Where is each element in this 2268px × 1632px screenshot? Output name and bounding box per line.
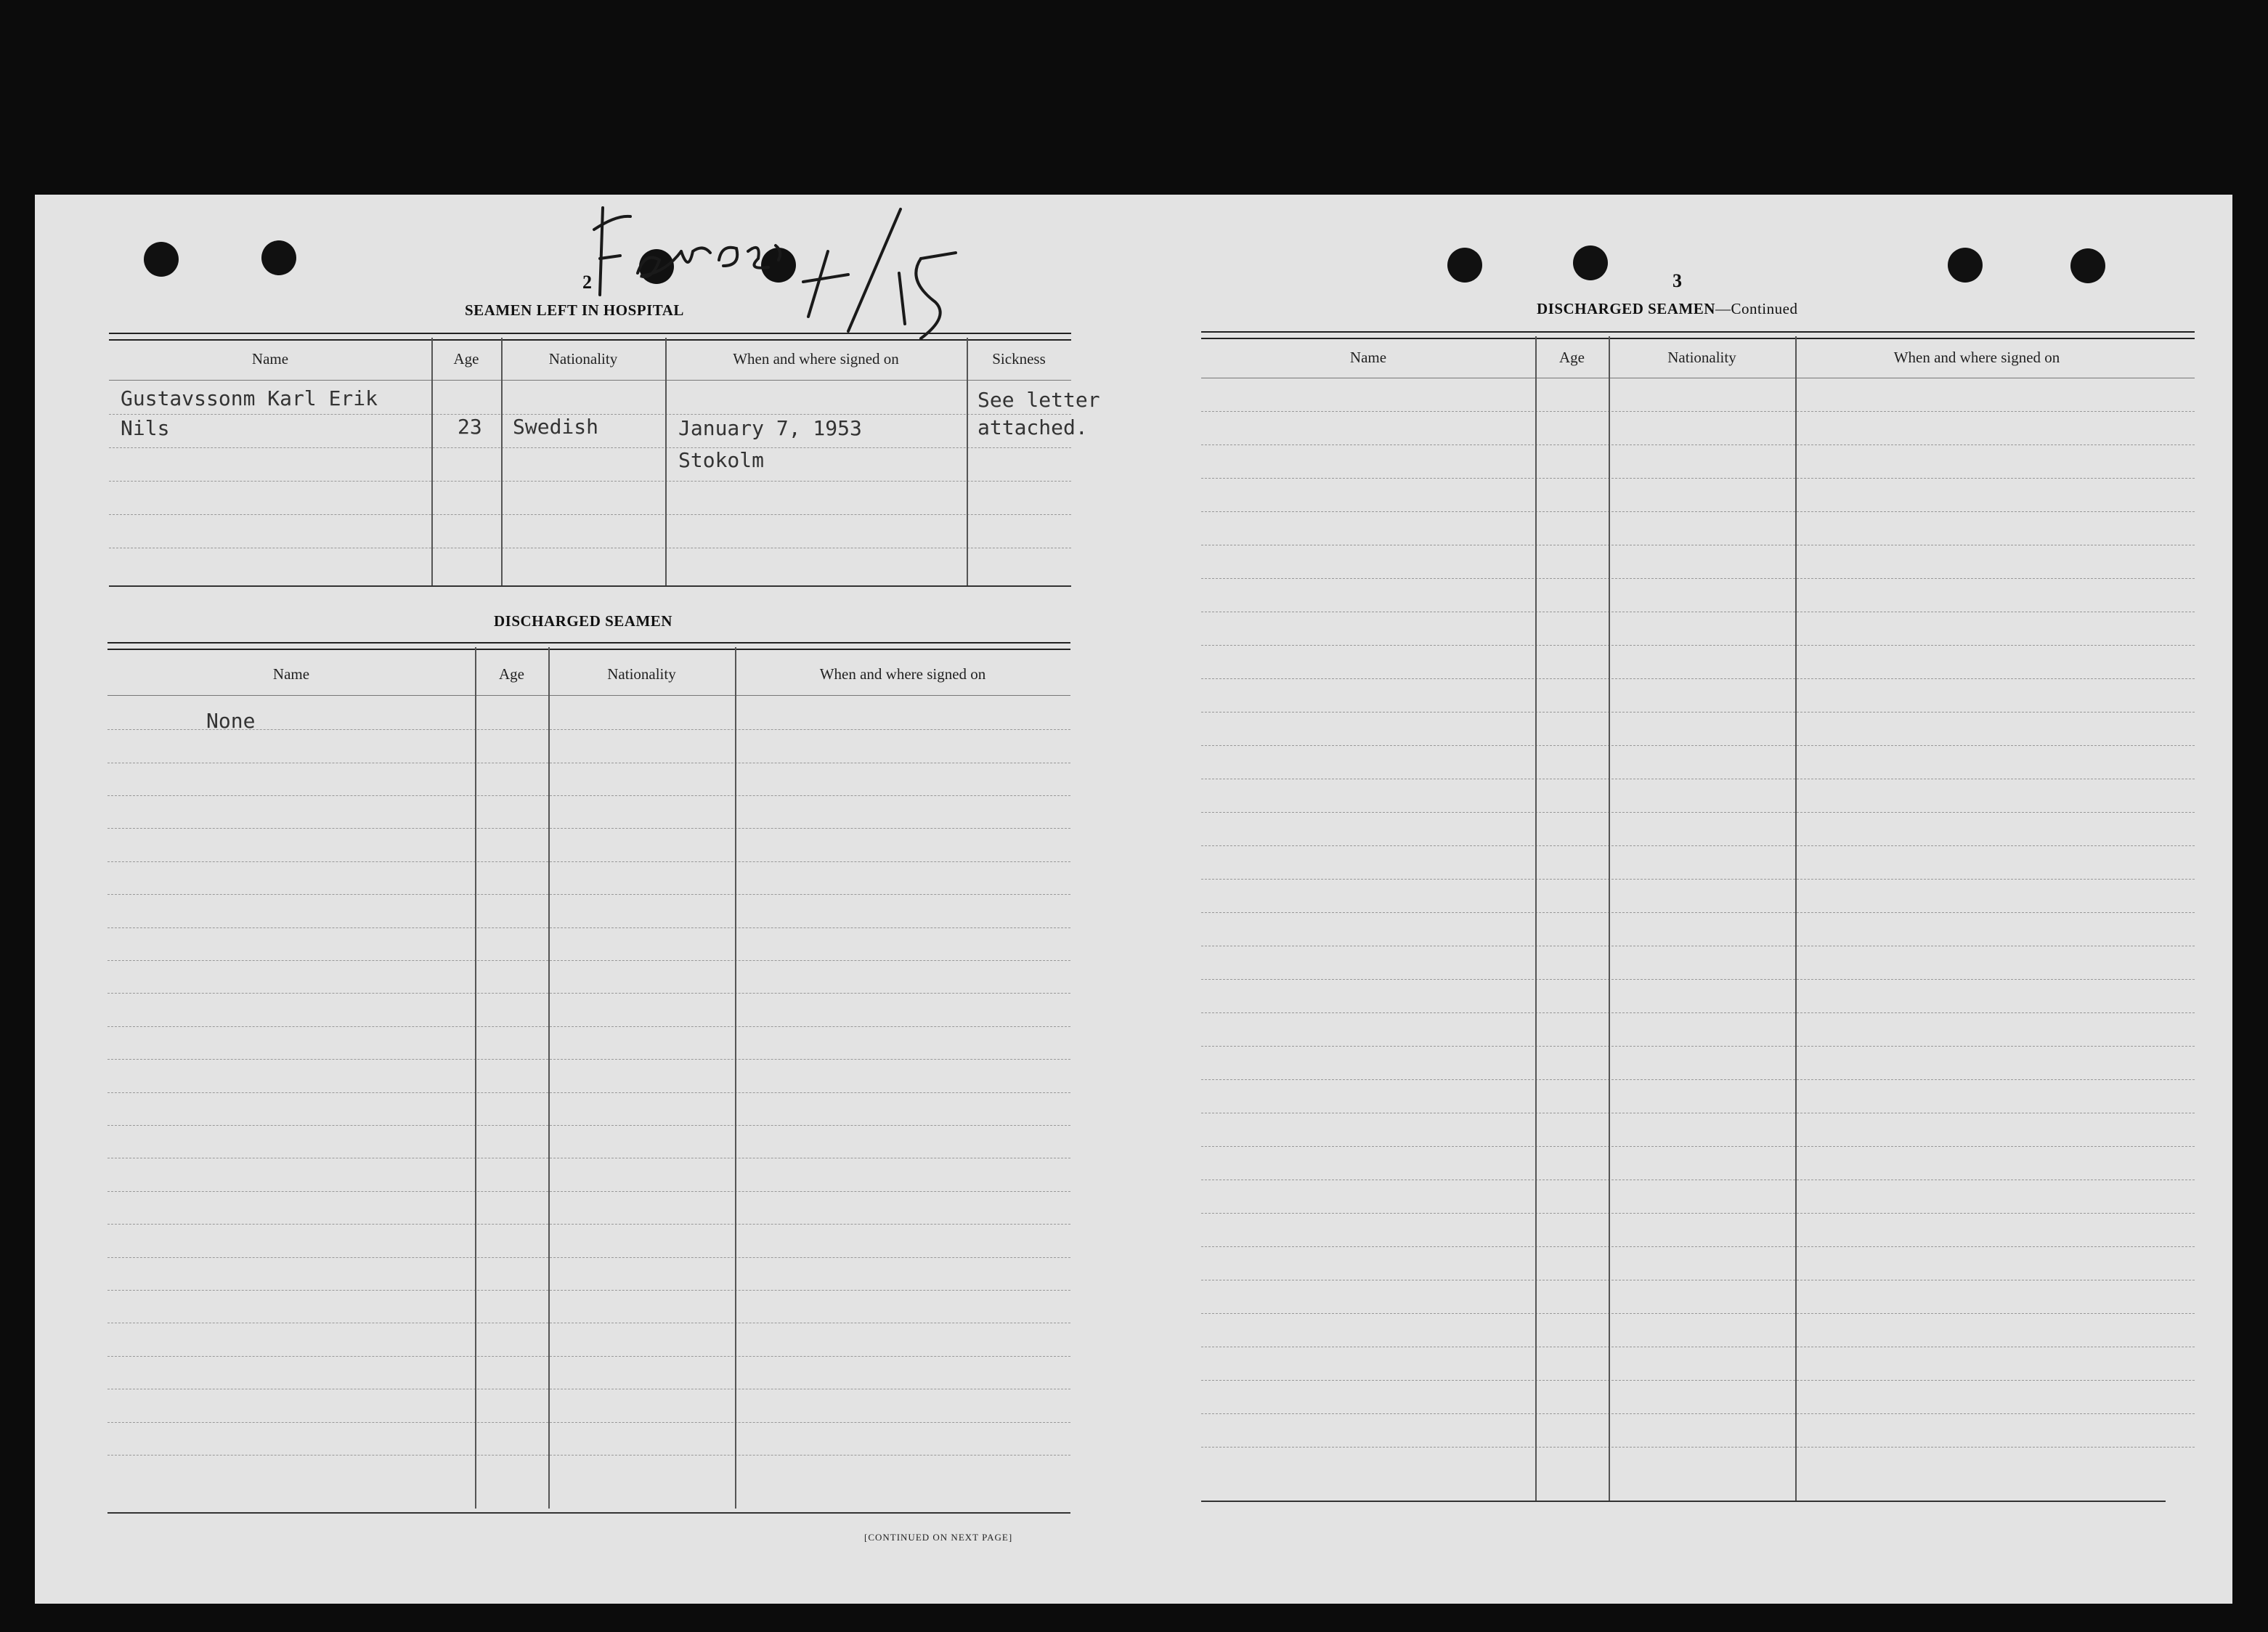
signed-on-place: Stokolm: [678, 448, 765, 472]
discharged-continued-suffix: —Continued: [1715, 300, 1798, 317]
discharged-continued-main: DISCHARGED SEAMEN: [1537, 300, 1715, 317]
column-header-nationality: Nationality: [607, 665, 676, 683]
punch-hole: [1573, 245, 1608, 280]
discharged-entry-name: None: [206, 709, 256, 733]
punch-hole: [144, 242, 179, 277]
column-header-age: Age: [499, 665, 524, 683]
page-number-right: 3: [1672, 270, 1682, 291]
hospital-table: [109, 333, 1100, 594]
record-sheet: [35, 195, 2232, 1604]
column-header-nationality: Nationality: [1667, 349, 1736, 366]
signed-on-date: January 7, 1953: [678, 416, 862, 440]
discharged-table-left: [107, 642, 1070, 1528]
page-number-left: 2: [582, 272, 592, 293]
punch-hole: [2070, 248, 2105, 283]
column-header-when-where: When and where signed on: [819, 665, 986, 683]
discharged-table-right: [1201, 331, 2195, 1508]
seaman-age: 23: [458, 415, 482, 439]
seaman-nationality: Swedish: [513, 415, 599, 439]
column-header-when-where: When and where signed on: [1893, 349, 2060, 366]
sickness-line1: See letter: [977, 388, 1100, 412]
hospital-section-title: SEAMEN LEFT IN HOSPITAL: [465, 301, 684, 319]
column-header-nationality: Nationality: [548, 350, 618, 368]
punch-hole: [1948, 248, 1983, 283]
column-header-name: Name: [251, 350, 289, 368]
discharged-continued-title: [1537, 300, 1797, 318]
seaman-name-line2: Nils: [121, 416, 170, 440]
discharged-section-title: DISCHARGED SEAMEN: [494, 612, 672, 630]
handwritten-annotation: [558, 200, 964, 346]
punch-hole: [261, 240, 296, 275]
punch-hole: [1447, 248, 1482, 283]
column-header-name: Name: [272, 665, 310, 683]
column-header-age: Age: [1559, 349, 1585, 366]
seaman-name-line1: Gustavssonm Karl Erik: [121, 386, 378, 410]
sickness-line2: attached.: [977, 415, 1088, 439]
column-header-when-where: When and where signed on: [733, 350, 899, 368]
continued-footnote: [CONTINUED ON NEXT PAGE]: [864, 1532, 1013, 1543]
column-header-age: Age: [453, 350, 479, 368]
column-header-name: Name: [1349, 349, 1387, 366]
column-header-sickness: Sickness: [992, 350, 1046, 368]
